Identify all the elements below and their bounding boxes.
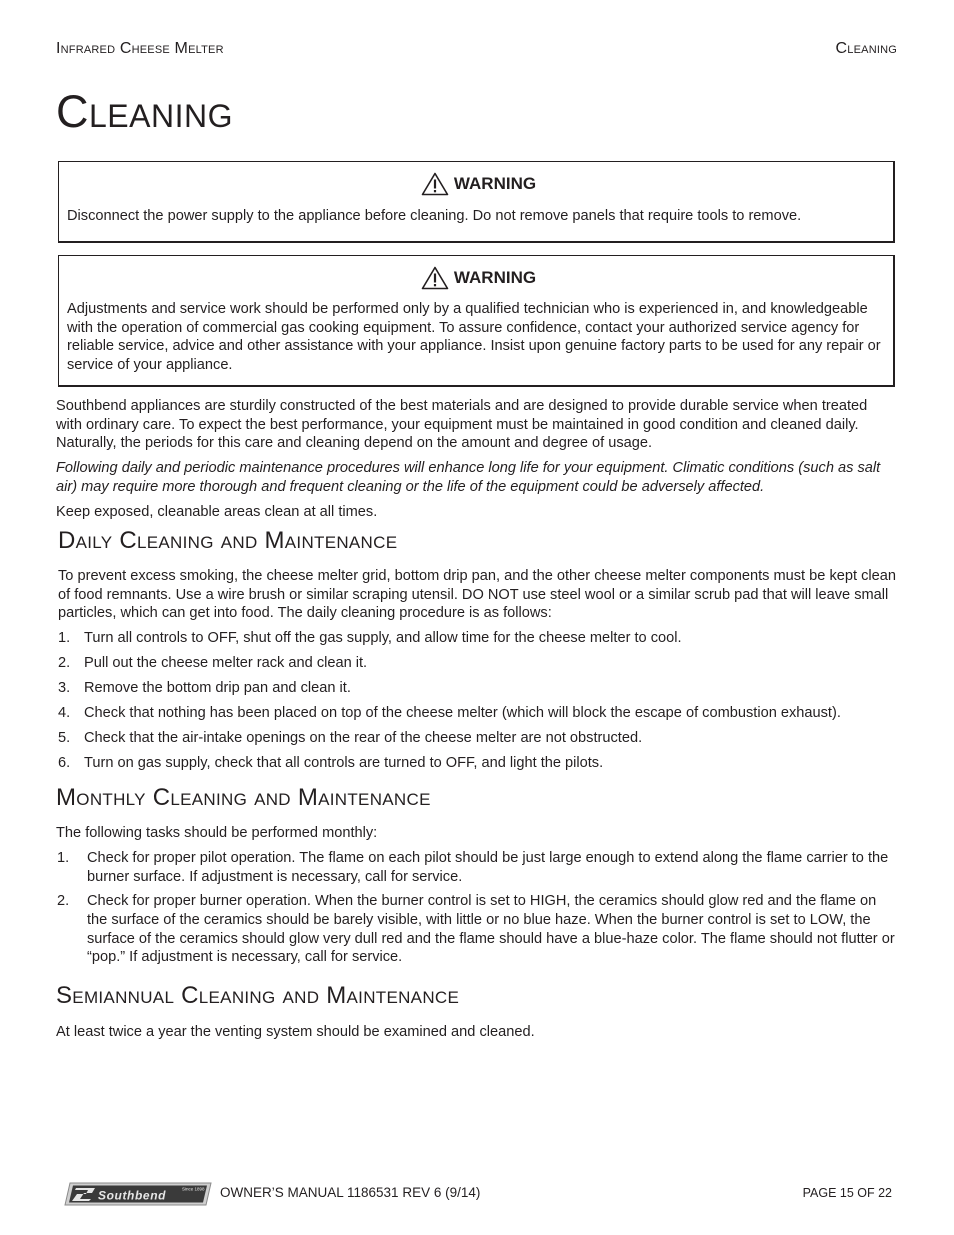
monthly-intro: The following tasks should be performed monthly: [56, 825, 378, 841]
step-text: Turn on gas supply, check that all controls are turned to OFF, and light the pilots. [84, 754, 604, 771]
warning-text: Adjustments and service work should be performed only by a qualified technician who is experienced in, and knowledgeable with the operation of commercial gas cooking equipment. To assure confidence, contact your authorized service agency for reliable service, advice and other assistance with your appliance. Insist upon genuine factory parts to be used for any repair or service of your appliance. [67, 301, 881, 373]
step-text: Check that nothing has been placed on top of the cheese melter (which will block the escape of combustion exhaust). [84, 704, 841, 721]
warning-heading [67, 266, 890, 290]
manual-reference: OWNER’S MANUAL 1186531 REV 6 (9/14) [220, 1185, 481, 1200]
running-header-section: Cleaning [835, 40, 897, 57]
warning-triangle-icon [421, 172, 449, 196]
step-text: Check for proper pilot operation. The flame on each pilot should be just large enough to extend along the flame carrier to the burner surface. If adjustment is necessary, call for service. [87, 850, 889, 885]
warning-label: WARNING [453, 174, 537, 193]
list-item [56, 754, 896, 773]
step-text: Check for proper burner operation. When the burner control is set to HIGH, the ceramics should glow red and the flame on the surface of the ceramics should be barely visible, with little or no blue haze. When the burner control is set to LOW, the surface of the ceramics should glow very dull red and the flame should have a blue-haze color. The flame should not flutter or “pop.” If adjustment is necessary, call for service. [87, 893, 895, 966]
step-text: Turn all controls to OFF, shut off the gas supply, and allow time for the cheese melter to cool. [84, 630, 682, 646]
step-number: 4. [58, 704, 71, 721]
warning-triangle-icon [421, 266, 449, 290]
page-number: PAGE 15 OF 22 [802, 1186, 892, 1200]
step-text: Pull out the cheese melter rack and clean it. [84, 654, 368, 671]
warning-box-service [58, 255, 895, 387]
step-number: 5. [58, 729, 71, 746]
warning-heading [67, 172, 890, 196]
semiannual-heading: Semiannual Cleaning and Maintenance [56, 982, 460, 1009]
monthly-heading: Monthly Cleaning and Maintenance [56, 784, 431, 811]
list-item [56, 849, 896, 886]
step-text: Remove the bottom drip pan and clean it. [84, 679, 351, 696]
intro-paragraph: Southbend appliances are sturdily constructed of the best materials and are designed to provide durable service when treated with ordinary care. To expect the best performance, your equipment must be maintained in good condition and cleaned daily. Naturally, the periods for this care and cleaning depend on the amount and degree of usage. [56, 398, 868, 452]
step-number: 1. [58, 630, 71, 646]
list-item [56, 629, 896, 648]
semiannual-text: At least twice a year the venting system should be examined and cleaned. [56, 1024, 535, 1040]
maintenance-note: Following daily and periodic maintenance procedures will enhance long life for your equipment. Climatic conditions (such as salt air) may require more thorough and frequent cleaning or the life of the equipment could be adversely affected. [56, 460, 881, 495]
daily-steps-list [56, 629, 896, 779]
list-item [56, 654, 896, 673]
list-item [56, 892, 896, 966]
page-title: Cleaning [56, 86, 233, 137]
warning-label: WARNING [453, 268, 537, 287]
southbend-logo [64, 1182, 212, 1206]
daily-intro: To prevent excess smoking, the cheese melter grid, bottom drip pan, and the other cheese melter components must be kept clean of food remnants. Use a wire brush or similar scraping utensil. DO NOT use steel wool or a similar scrub pad that will leave small particles, which can get into food. The daily cleaning procedure is as follows: [58, 568, 896, 622]
step-number: 6. [58, 754, 71, 771]
warning-box-power [58, 161, 895, 243]
list-item [56, 679, 896, 698]
keep-clean-note: Keep exposed, cleanable areas clean at all times. [56, 504, 378, 520]
step-number: 1. [57, 850, 70, 866]
logo-since: Since 1898 [182, 1186, 205, 1192]
warning-text: Disconnect the power supply to the appliance before cleaning. Do not remove panels that require tools to remove. [67, 208, 802, 224]
list-item [56, 704, 896, 723]
step-text: Check that the air-intake openings on the rear of the cheese melter are not obstructed. [84, 729, 643, 746]
step-number: 2. [57, 893, 70, 910]
daily-heading: Daily Cleaning and Maintenance [58, 527, 398, 554]
running-header-title: Infrared Cheese Melter [56, 40, 224, 57]
monthly-steps-list [56, 849, 896, 973]
step-number: 2. [58, 654, 71, 671]
step-number: 3. [58, 679, 71, 696]
logo-wordmark: Southbend [98, 1188, 167, 1203]
list-item [56, 729, 896, 748]
